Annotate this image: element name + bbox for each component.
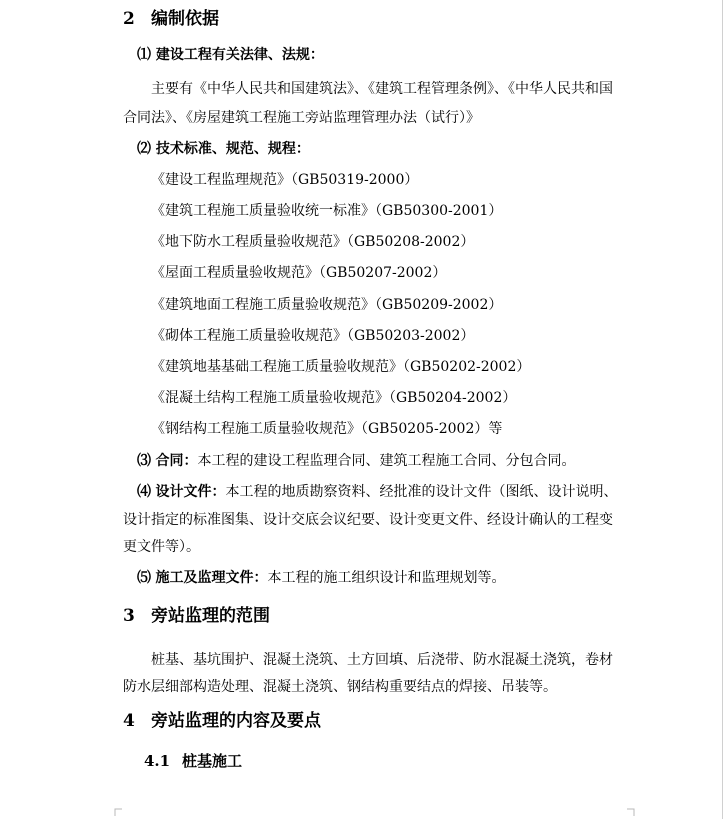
standard-item: 《砌体工程施工质量验收规范》（GB50203-2002） (151, 328, 475, 344)
section-title: 旁站监理的范围 (151, 606, 270, 626)
standard-item: 《建设工程监理规范》（GB50319-2000） (151, 172, 419, 188)
paragraph-line: 更文件等）。 (123, 539, 200, 555)
subsection-title: 桩基施工 (182, 752, 243, 770)
list-item (137, 452, 575, 470)
item-text: 本工程的地质勘察资料、经批准的设计文件（图纸、设计说明、 (225, 484, 618, 500)
section-heading (123, 8, 219, 30)
standard-item: 《屋面工程质量验收规范》（GB50207-2002） (151, 265, 447, 281)
list-item-heading (137, 140, 310, 158)
item-number: ⑸ (137, 570, 151, 586)
list-item-heading (137, 46, 324, 64)
standard-item: 《建筑地面工程施工质量验收规范》（GB50209-2002） (151, 297, 503, 313)
item-number: ⑷ (137, 484, 151, 500)
item-label: 建设工程有关法律、法规： (155, 47, 324, 63)
paragraph-line: 防水层细部构造处理、混凝土浇筑、钢结构重要结点的焊接、吊装等。 (123, 679, 557, 695)
standard-item: 《钢结构工程施工质量验收规范》（GB50205-2002）等 (151, 421, 503, 437)
section-title: 编制依据 (151, 9, 219, 29)
list-item (137, 483, 617, 501)
section-number: 3 (123, 606, 135, 626)
subsection-number: 4.1 (144, 752, 171, 770)
item-label: 施工及监理文件： (155, 570, 268, 586)
section-heading (123, 710, 321, 732)
paragraph-line: 合同法》、《房屋建筑工程施工旁站监理管理办法（试行）》 (123, 110, 480, 126)
paragraph-line: 桩基、基坑围护、混凝土浇筑、土方回填、后浇带、防水混凝土浇筑，卷材 (151, 652, 613, 668)
item-label: 设计文件： (155, 484, 226, 500)
page-corner-mark (112, 806, 122, 816)
standard-item: 《建筑工程施工质量验收统一标准》（GB50300-2001） (151, 203, 503, 219)
section-number: 2 (123, 9, 135, 29)
paragraph-line: 主要有《中华人民共和国建筑法》、《建筑工程管理条例》、《中华人民共和国 (151, 81, 613, 97)
section-heading (123, 605, 270, 627)
item-number: ⑴ (137, 47, 151, 63)
standard-item: 《混凝土结构工程施工质量验收规范》（GB50204-2002） (151, 390, 517, 406)
item-text: 本工程的建设工程监理合同、建筑工程施工合同、分包合同。 (197, 453, 576, 469)
item-number: ⑶ (137, 453, 151, 469)
page-corner-mark (627, 806, 637, 816)
item-label: 合同： (155, 453, 198, 469)
list-item (137, 569, 505, 587)
standard-item: 《建筑地基基础工程施工质量验收规范》（GB50202-2002） (151, 359, 531, 375)
item-text: 本工程的施工组织设计和监理规划等。 (267, 570, 506, 586)
standard-item: 《地下防水工程质量验收规范》（GB50208-2002） (151, 234, 475, 250)
paragraph-line: 设计指定的标准图集、设计交底会议纪要、设计变更文件、经设计确认的工程变 (123, 512, 613, 528)
section-title: 旁站监理的内容及要点 (151, 711, 321, 731)
subsection-heading (144, 751, 242, 771)
section-number: 4 (123, 711, 135, 731)
item-label: 技术标准、规范、规程： (155, 141, 310, 157)
item-number: ⑵ (137, 141, 151, 157)
